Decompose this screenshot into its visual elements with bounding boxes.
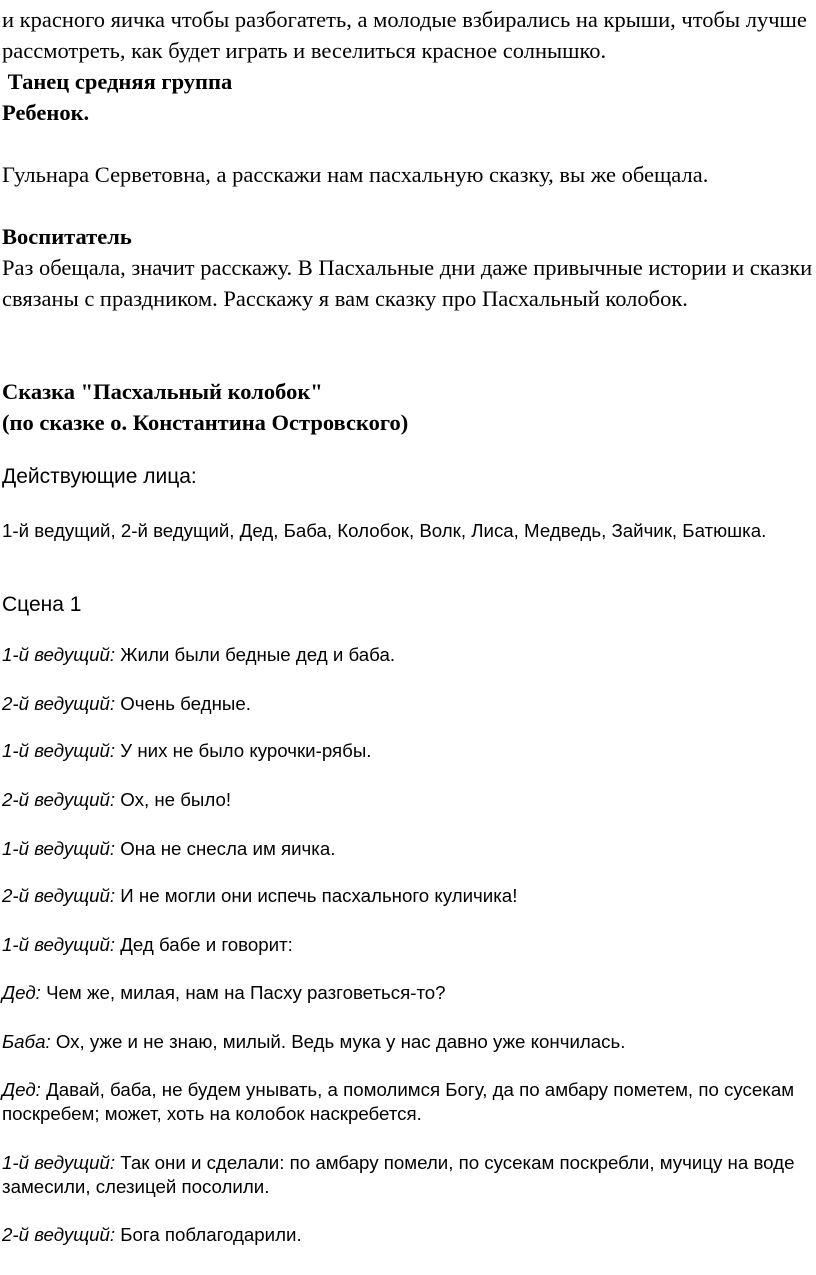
dialogue-line bbox=[2, 933, 814, 957]
dialogue-line bbox=[2, 1223, 814, 1247]
speaker: 1-й ведущий: bbox=[2, 644, 116, 665]
tale-title: Сказка "Пасхальный колобок" bbox=[2, 379, 323, 404]
line-text: Жили были бедные дед и баба. bbox=[115, 644, 396, 665]
dance-heading: Танец средняя группа bbox=[2, 69, 233, 94]
speaker: 2-й ведущий: bbox=[2, 789, 116, 810]
speaker: Дед: bbox=[2, 1079, 41, 1100]
line-text: Так они и сделали: по амбару помели, по сусекам поскребли, мучицу на воде замесили, слезицей посолили. bbox=[2, 1152, 795, 1197]
speaker: 1-й ведущий: bbox=[2, 838, 116, 859]
scene-heading: Сцена 1 bbox=[2, 593, 82, 616]
line-text: Чем же, милая, нам на Пасху разговеться-то? bbox=[40, 982, 446, 1003]
teacher-label: Воспитатель bbox=[2, 224, 132, 249]
line-text: Очень бедные. bbox=[115, 693, 251, 714]
dialogue-line bbox=[2, 692, 814, 716]
child-label: Ребенок. bbox=[2, 100, 90, 125]
line-text: У них не было курочки-рябы. bbox=[115, 740, 372, 761]
line-text: Бога поблагодарили. bbox=[115, 1224, 302, 1245]
speaker: 1-й ведущий: bbox=[2, 934, 116, 955]
line-text: Дед бабе и говорит: bbox=[115, 934, 293, 955]
line-text: И не могли они испечь пасхального куличика! bbox=[115, 885, 518, 906]
line-text: Ох, уже и не знаю, милый. Ведь мука у нас давно уже кончилась. bbox=[50, 1031, 626, 1052]
speaker: 2-й ведущий: bbox=[2, 885, 116, 906]
speaker: Дед: bbox=[2, 982, 41, 1003]
dialogue-line bbox=[2, 1151, 814, 1199]
dialogue-line bbox=[2, 1030, 814, 1054]
line-text: Она не снесла им яичка. bbox=[115, 838, 336, 859]
dialogue-line bbox=[2, 643, 814, 667]
speaker: Баба: bbox=[2, 1031, 51, 1052]
dialogue-line bbox=[2, 1078, 814, 1126]
child-line: Гульнара Серветовна, а расскажи нам пасхальную сказку, вы же обещала. bbox=[2, 162, 709, 187]
speaker: 2-й ведущий: bbox=[2, 1224, 116, 1245]
teacher-line: Раз обещала, значит расскажу. В Пасхальные дни даже привычные истории и сказки связаны с праздником. Расскажу я вам сказку про Пасхальный колобок. bbox=[2, 255, 813, 311]
cast-label: Действующие лица: bbox=[2, 465, 197, 488]
speaker: 2-й ведущий: bbox=[2, 693, 116, 714]
dialogue-line bbox=[2, 739, 814, 763]
intro-paragraph: и красного яичка чтобы разбогатеть, а молодые взбирались на крыши, чтобы лучше рассмотреть, как будет играть и веселиться красное солнышко. bbox=[2, 7, 807, 63]
dialogue-line bbox=[2, 981, 814, 1005]
dialogue-line bbox=[2, 837, 814, 861]
speaker: 1-й ведущий: bbox=[2, 740, 116, 761]
dialogue-line bbox=[2, 788, 814, 812]
tale-subtitle: (по сказке о. Константина Островского) bbox=[2, 410, 409, 435]
cast-list: 1-й ведущий, 2-й ведущий, Дед, Баба, Колобок, Волк, Лиса, Медведь, Зайчик, Батюшка. bbox=[2, 520, 767, 541]
line-text: Ох, не было! bbox=[115, 789, 232, 810]
line-text: Давай, баба, не будем унывать, а помолимся Богу, да по амбару пометем, по сусекам поскребем; может, хоть на колобок наскребется. bbox=[2, 1079, 795, 1124]
dialogue-line bbox=[2, 884, 814, 908]
speaker: 1-й ведущий: bbox=[2, 1152, 116, 1173]
